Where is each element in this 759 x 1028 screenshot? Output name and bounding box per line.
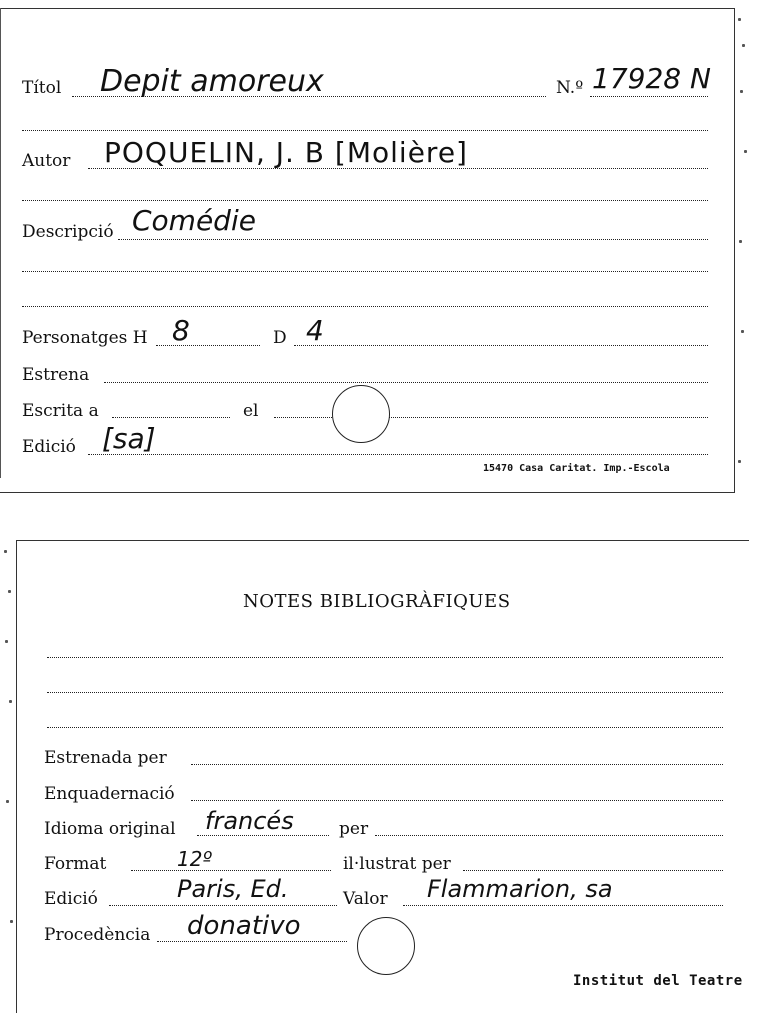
- blank-line: [47, 692, 723, 693]
- per-label: per: [339, 819, 369, 839]
- idioma-label: Idioma original: [44, 819, 176, 839]
- el-label: el: [243, 401, 259, 421]
- scan-speck: [4, 550, 7, 553]
- descripcio-line: [118, 239, 708, 240]
- estrena-label: Estrena: [22, 365, 90, 385]
- escrita-label: Escrita a: [22, 401, 99, 421]
- edicio-handwritten: [sa]: [102, 422, 156, 455]
- personatges-d-label: D: [273, 328, 287, 348]
- enquadernacio-line: [191, 800, 723, 801]
- procedencia-label: Procedència: [44, 925, 151, 945]
- format-label: Format: [44, 854, 107, 874]
- number-handwritten: 17928 N: [592, 62, 711, 95]
- valor-label: Valor: [343, 889, 388, 909]
- personatges-d-line: [294, 345, 708, 346]
- scan-speck: [740, 90, 743, 93]
- illustrat-label: il·lustrat per: [343, 854, 451, 874]
- card-top-edge: [0, 8, 734, 9]
- scan-speck: [9, 700, 12, 703]
- descripcio-handwritten: Comédie: [132, 204, 256, 237]
- personatges-d-handwritten: 4: [306, 314, 324, 347]
- valor-handwritten: Flammarion, sa: [427, 875, 613, 903]
- idioma-handwritten: francés: [205, 807, 294, 835]
- catalog-card-front: [0, 8, 735, 493]
- titol-handwritten: Depit amoreux: [100, 64, 324, 99]
- autor-handwritten: POQUELIN, J. B [Molière]: [104, 136, 468, 169]
- scan-speck: [6, 800, 9, 803]
- scan-speck: [739, 240, 742, 243]
- scan-speck: [742, 44, 745, 47]
- descripcio-label: Descripció: [22, 222, 114, 242]
- edicio-line: [88, 454, 708, 455]
- blank-line: [47, 657, 723, 658]
- scan-speck: [741, 330, 744, 333]
- printer-imprint: 15470 Casa Caritat. Imp.-Escola: [483, 463, 670, 474]
- blank-line: [22, 271, 708, 272]
- procedencia-line: [157, 941, 347, 942]
- titol-label: Títol: [22, 78, 62, 98]
- blank-line: [22, 200, 708, 201]
- scan-speck: [744, 150, 747, 153]
- card-left-edge: [0, 8, 1, 478]
- autor-label: Autor: [22, 151, 71, 171]
- personatges-h-handwritten: 8: [172, 314, 190, 347]
- notes-heading: NOTES BIBLIOGRÀFIQUES: [243, 591, 511, 612]
- scan-speck: [5, 640, 8, 643]
- blank-line: [22, 306, 708, 307]
- escrita-line: [112, 417, 230, 418]
- number-line: [590, 96, 708, 97]
- format-handwritten: 12º: [177, 847, 212, 871]
- estrenada-line: [191, 764, 723, 765]
- scan-speck: [10, 920, 13, 923]
- scan-speck: [738, 18, 741, 21]
- catalog-card-back: [16, 540, 749, 1013]
- blank-line: [47, 727, 723, 728]
- idioma-line: [197, 835, 329, 836]
- per-line: [375, 835, 723, 836]
- illustrat-line: [463, 870, 723, 871]
- edicio-line: [109, 905, 337, 906]
- card-hole: [357, 917, 415, 975]
- scan-speck: [738, 460, 741, 463]
- number-label: N.º: [556, 78, 584, 98]
- format-line: [131, 870, 331, 871]
- valor-line: [403, 905, 723, 906]
- scan-speck: [8, 590, 11, 593]
- edicio-label: Edició: [44, 889, 98, 909]
- edicio-label: Edició: [22, 437, 76, 457]
- personatges-label: Personatges H: [22, 328, 148, 348]
- card-hole: [332, 385, 390, 443]
- blank-line: [22, 130, 708, 131]
- enquadernacio-label: Enquadernació: [44, 784, 175, 804]
- institut-imprint: Institut del Teatre: [573, 973, 743, 989]
- estrenada-label: Estrenada per: [44, 748, 167, 768]
- edicio-handwritten: Paris, Ed.: [177, 875, 289, 903]
- estrena-line: [104, 382, 708, 383]
- procedencia-handwritten: donativo: [187, 911, 301, 941]
